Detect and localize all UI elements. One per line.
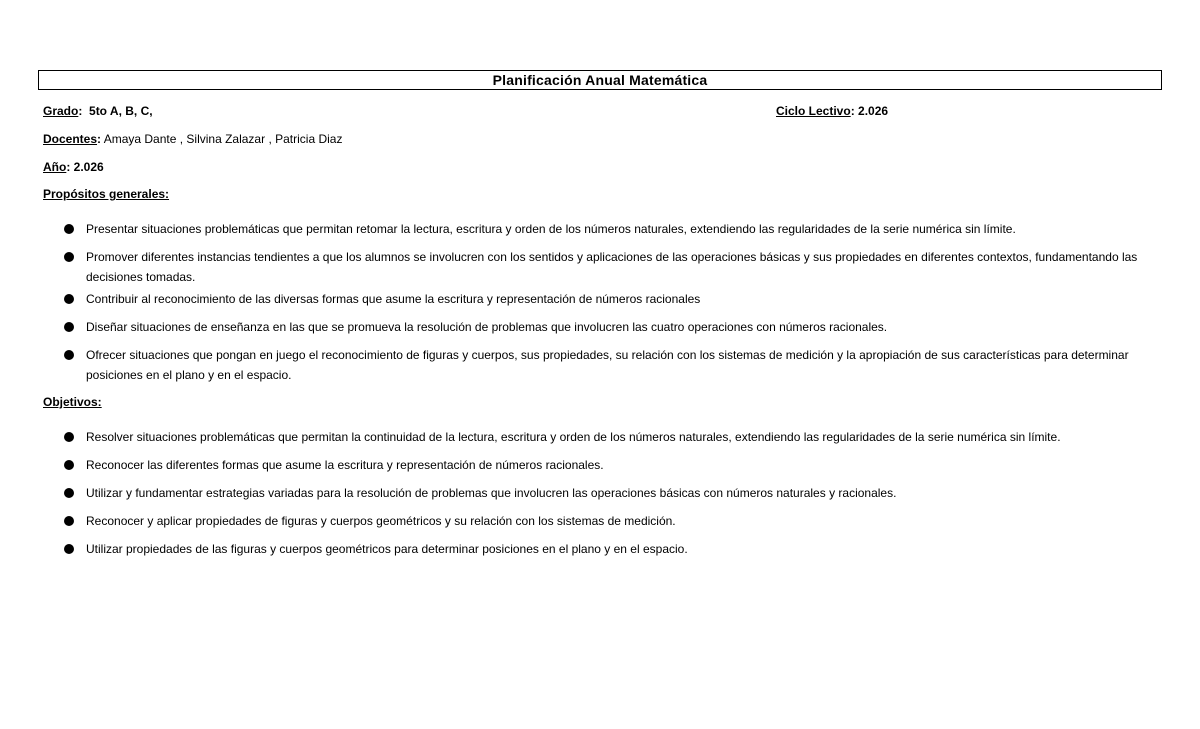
bullet-icon — [64, 488, 74, 498]
bullet-icon — [64, 252, 74, 262]
list-item — [64, 427, 1144, 447]
anio-value: 2.026 — [73, 160, 104, 174]
list-item-text: Resolver situaciones problemáticas que permitan la continuidad de la lectura, escritura y orden de los números naturales, extendiendo las regularidades de la serie numérica sin límite. — [86, 430, 1061, 444]
list-item-text: Ofrecer situaciones que pongan en juego el reconocimiento de figuras y cuerpos, sus propiedades, su relación con los sistemas de medición y la apropiación de sus características para determinar posiciones en el plano y en el espacio. — [86, 348, 1129, 382]
anio-label: Año — [43, 160, 67, 174]
grado-line: Grado: 5to A, B, C, — [43, 104, 153, 118]
anio-line: Año: 2.026 — [43, 160, 104, 174]
document-title: Planificación Anual Matemática — [38, 70, 1162, 90]
bullet-icon — [64, 350, 74, 360]
list-item-text: Utilizar propiedades de las figuras y cuerpos geométricos para determinar posiciones en el plano y en el espacio. — [86, 542, 688, 556]
ciclo-line: Ciclo Lectivo: 2.026 — [776, 104, 889, 118]
list-item-text: Utilizar y fundamentar estrategias variadas para la resolución de problemas que involucren las operaciones básicas con números naturales y racionales. — [86, 486, 897, 500]
objetivos-heading-text: Objetivos: — [43, 395, 102, 409]
list-item — [64, 317, 1144, 337]
ciclo-value: 2.026 — [858, 104, 889, 118]
propositos-list — [64, 219, 1144, 385]
list-item — [64, 345, 1144, 385]
list-item-text: Presentar situaciones problemáticas que permitan retomar la lectura, escritura y orden de los números naturales, extendiendo las regularidades de la serie numérica sin límite. — [86, 222, 1016, 236]
ciclo-label: Ciclo Lectivo — [776, 104, 851, 118]
objetivos-list — [64, 427, 1144, 559]
list-item — [64, 455, 1144, 475]
list-item-text: Reconocer y aplicar propiedades de figuras y cuerpos geométricos y su relación con los sistemas de medición. — [86, 514, 676, 528]
bullet-icon — [64, 432, 74, 442]
bullet-icon — [64, 224, 74, 234]
propositos-heading — [43, 186, 169, 202]
bullet-icon — [64, 322, 74, 332]
list-item — [64, 511, 1144, 531]
list-item-text: Diseñar situaciones de enseñanza en las que se promueva la resolución de problemas que involucren las cuatro operaciones con números racionales. — [86, 320, 888, 334]
grado-label: Grado — [43, 104, 79, 118]
list-item-text: Contribuir al reconocimiento de las diversas formas que asume la escritura y representación de números racionales — [86, 292, 701, 306]
bullet-icon — [64, 516, 74, 526]
bullet-icon — [64, 460, 74, 470]
list-item — [64, 289, 1144, 309]
list-item — [64, 483, 1144, 503]
docentes-line: Docentes: Amaya Dante , Silvina Zalazar , Patricia Diaz — [43, 132, 343, 146]
bullet-icon — [64, 544, 74, 554]
list-item — [64, 247, 1144, 287]
propositos-heading-text: Propósitos generales: — [43, 187, 170, 201]
docentes-label: Docentes — [43, 132, 98, 146]
objetivos-heading — [43, 394, 102, 410]
bullet-icon — [64, 294, 74, 304]
list-item-text: Promover diferentes instancias tendientes a que los alumnos se involucren con los sentidos y aplicaciones de las operaciones básicas y sus propiedades en diferentes contextos, fundamentando las decisiones tomadas. — [86, 250, 1138, 284]
list-item — [64, 219, 1144, 239]
list-item-text: Reconocer las diferentes formas que asume la escritura y representación de números racionales. — [86, 458, 604, 472]
grado-value: 5to A, B, C, — [89, 104, 153, 118]
list-item — [64, 539, 1144, 559]
docentes-value: Amaya Dante , Silvina Zalazar , Patricia Diaz — [103, 132, 343, 146]
